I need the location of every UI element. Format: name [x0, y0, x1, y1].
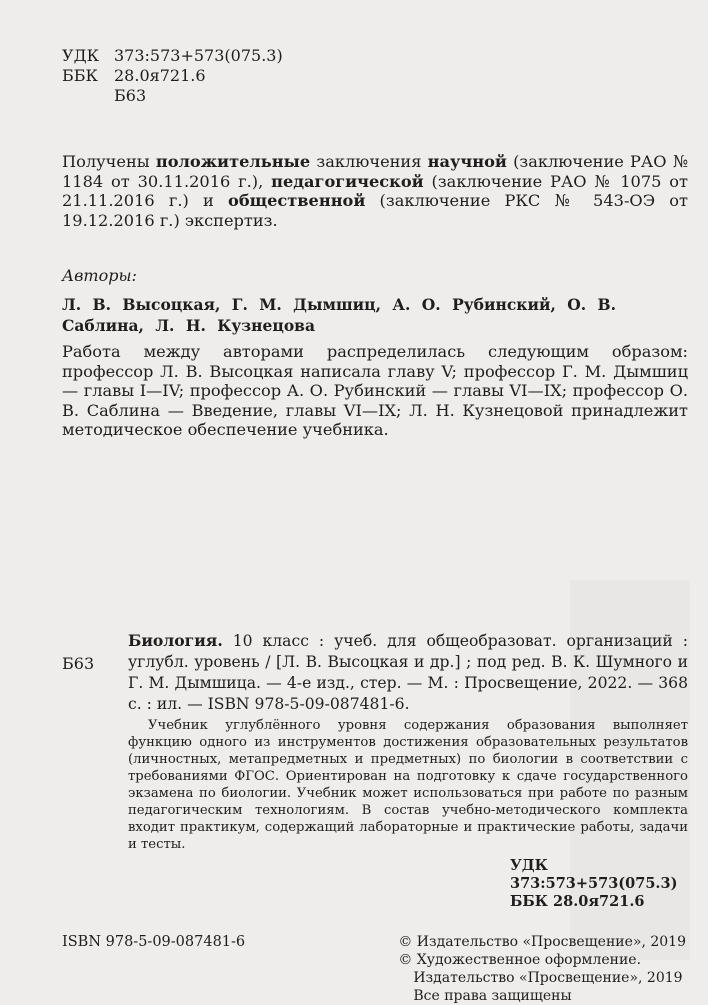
bibliography-classification	[510, 857, 688, 911]
copyright-line: Все права защищены	[413, 987, 572, 1004]
copyright-line: Издательство «Просвещение», 2019	[413, 969, 683, 986]
work-distribution: Работа между авторами распределилась следующим образом: профессор Л. В. Высоцкая написала главу V; профессор Г. М. Дымшиц — главы I—IV; профессор А. О. Рубинский — главы VI—IX; профессор О. В. Саблина — Введение, главы VI—IX; Л. Н. Кузнецовой принадлежит методическое обеспечение учебника.	[62, 342, 688, 439]
bib-bbk: ББК 28.0я721.6	[510, 892, 645, 910]
authors-label: Авторы:	[62, 266, 137, 285]
copyright-line: © Художественное оформление.	[398, 951, 642, 968]
bibliography-section	[62, 630, 688, 911]
udk-label: УДК	[62, 46, 99, 65]
author-mark: Б63	[114, 86, 147, 105]
bibliography-code: Б63	[62, 653, 95, 673]
authors-names: Л. В. Высоцкая, Г. М. Дымшиц, А. О. Рубинский, О. В. Саблина, Л. Н. Кузнецова	[62, 295, 617, 335]
copyright-block	[398, 933, 686, 1005]
bibliography-entry: Биология. 10 класс : учеб. для общеобразоват. организаций : углубл. уровень / [Л. В. Высоцкая и др.] ; под ред. В. К. Шумного и Г. М. Дымшица. — 4-е изд., стер. — М. : Просвещение, 2022. — 368 с. : ил. — ISBN 978-5-09-087481-6.	[128, 630, 688, 713]
bbk-value: 28.0я721.6	[114, 66, 206, 85]
classification-block	[62, 46, 688, 106]
udk-value: 373:573+573(075.3)	[114, 46, 283, 65]
bbk-label: ББК	[62, 66, 98, 85]
bib-udk: УДК 373:573+573(075.3)	[510, 856, 678, 892]
approval-paragraph: Получены положительные заключения научной (заключение РАО № 1184 от 30.11.2016 г.), педагогической (заключение РАО № 1075 от 21.11.2016 г.) и общественной (заключение РКС № 543-ОЭ от 19.12.2016 г.) экспертиз.	[62, 152, 689, 230]
imprint-footer	[62, 933, 686, 1005]
annotation: Учебник углублённого уровня содержания образования выполняет функцию одного из инструментов достижения образовательных результатов (личностных, метапредметных и предметных) по биологии в соответствии с требованиями ФГОС. Ориентирован на подготовку к сдаче государственного экзамена по биологии. Учебник может использоваться при работе по разным педагогическим технологиям. В состав учебно-методического комплекта входит практикум, содержащий лабораторные и практические работы, задачи и тесты.	[128, 717, 688, 852]
copyright-line: © Издательство «Просвещение», 2019	[398, 933, 686, 950]
isbn: ISBN 978-5-09-087481-6	[62, 933, 246, 950]
